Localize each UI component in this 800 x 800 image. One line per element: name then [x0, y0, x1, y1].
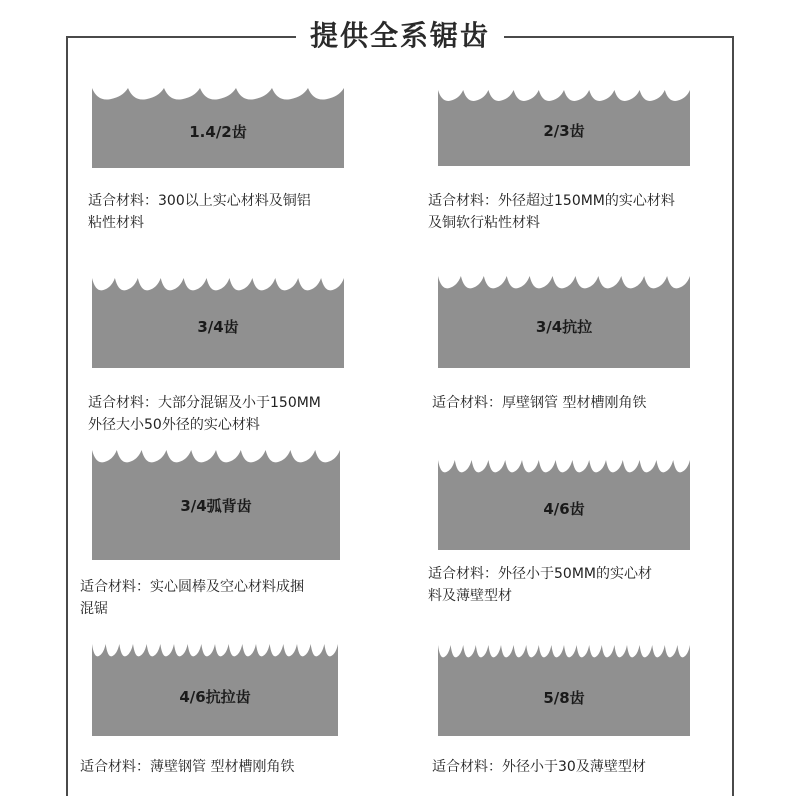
tooth-pitch-label: 4/6齿: [543, 500, 585, 518]
blade-card: [92, 644, 338, 736]
description-line: 粘性材料: [88, 215, 144, 231]
blade-card: [438, 90, 690, 166]
description-line: 混锯: [80, 601, 108, 617]
page-title: 提供全系锯齿: [296, 14, 504, 58]
blade-card: [438, 645, 690, 736]
material-description: [428, 190, 728, 234]
tooth-pitch-label: 5/8齿: [543, 689, 585, 707]
description-line: 及铜软行粘性材料: [428, 215, 540, 231]
description-line: 适合材料：厚壁钢管 型材槽刚角铁: [432, 395, 647, 411]
tooth-pitch-label: 2/3齿: [543, 122, 585, 140]
tooth-pitch-label: 3/4齿: [197, 318, 239, 336]
description-line: 适合材料：外径小于30及薄壁型材: [432, 759, 646, 775]
description-line: 适合材料：薄壁钢管 型材槽刚角铁: [80, 759, 295, 775]
tooth-pitch-label: 3/4弧背齿: [180, 497, 252, 515]
description-line: 适合材料：大部分混锯及小于150MM: [88, 395, 321, 411]
blade-card: [92, 278, 344, 368]
description-line: 适合材料：外径超过150MM的实心材料: [428, 193, 675, 209]
material-description: [428, 563, 728, 607]
blade-card: [92, 88, 344, 168]
description-line: 料及薄壁型材: [428, 588, 512, 604]
material-description: [80, 756, 380, 778]
blade-card: [92, 450, 340, 560]
description-line: 适合材料：300以上实心材料及铜铝: [88, 193, 311, 209]
material-description: [88, 190, 388, 234]
description-line: 适合材料：外径小于50MM的实心材: [428, 566, 652, 582]
description-line: 适合材料：实心圆棒及空心材料成捆: [80, 579, 304, 595]
material-description: [80, 576, 380, 620]
tooth-pitch-label: 4/6抗拉齿: [179, 688, 251, 706]
description-line: 外径大小50外径的实心材料: [88, 417, 260, 433]
material-description: [432, 392, 732, 414]
tooth-pitch-label: 1.4/2齿: [189, 123, 247, 141]
blade-card: [438, 276, 690, 368]
tooth-pitch-label: 3/4抗拉: [535, 318, 593, 336]
material-description: [88, 392, 388, 436]
blade-card: [438, 460, 690, 550]
material-description: [432, 756, 732, 778]
